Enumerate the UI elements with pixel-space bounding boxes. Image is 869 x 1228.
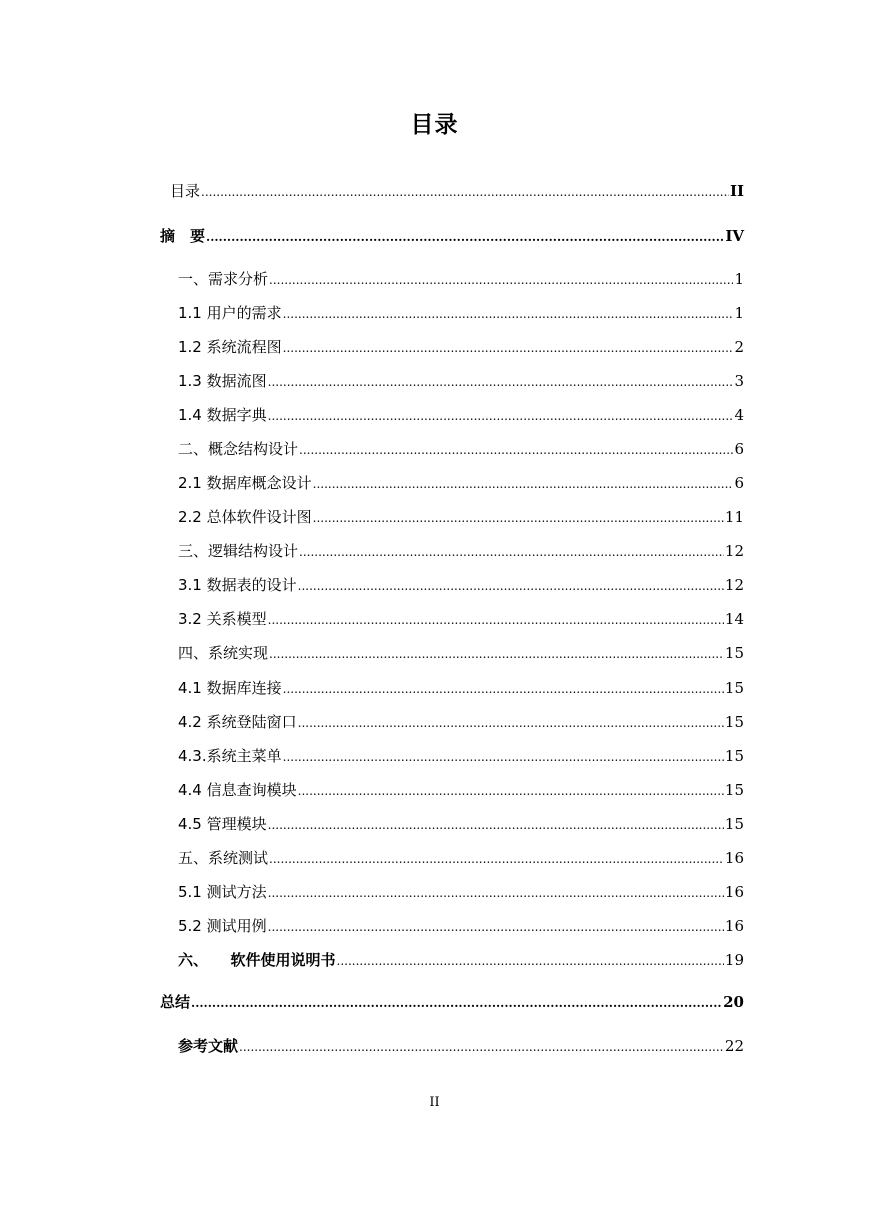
toc-entry-page: 4 [734, 406, 744, 424]
dot-leader [268, 886, 724, 900]
toc-entry-label: 1.1 用户的需求 [178, 304, 282, 322]
toc-entry-label: 2.2 总体软件设计图 [178, 508, 312, 526]
toc-entry-page: 15 [724, 747, 744, 765]
toc-entry[interactable] [160, 991, 744, 1012]
toc-entry-page: 12 [724, 542, 744, 560]
toc-entry-label: 1.3 数据流图 [178, 372, 267, 390]
toc-entry[interactable] [178, 302, 744, 323]
toc-entry-label: 4.2 系统登陆窗口 [178, 713, 297, 731]
toc-entry-label: 5.2 测试用例 [178, 917, 267, 935]
toc-entry-page: 16 [724, 883, 744, 901]
toc-entry-page: IV [725, 227, 744, 245]
toc-entry-label: 目录 [170, 182, 201, 200]
toc-entry-page: 15 [724, 644, 744, 662]
toc-entry-page: 15 [724, 713, 744, 731]
toc-entry-label: 4.5 管理模块 [178, 815, 267, 833]
toc-entry-page: 15 [724, 781, 744, 799]
toc-entry[interactable] [178, 915, 744, 936]
toc-entry[interactable] [178, 404, 744, 425]
dot-leader [283, 750, 724, 764]
toc-entry-page: 6 [734, 474, 744, 492]
dot-leader [239, 1040, 724, 1054]
toc-entry[interactable] [178, 745, 744, 766]
toc-entry[interactable] [178, 881, 744, 902]
dot-leader [268, 920, 724, 934]
toc-entry-label: 五、系统测试 [178, 849, 269, 867]
toc-entry-label: 4.4 信息查询模块 [178, 781, 297, 799]
toc-entry[interactable] [178, 608, 744, 629]
toc-entry[interactable] [178, 642, 744, 663]
toc-entry[interactable] [178, 847, 744, 868]
toc-entry-label: 5.1 测试方法 [178, 883, 267, 901]
toc-entry-label: 二、概念结构设计 [178, 440, 299, 458]
dot-leader [269, 852, 724, 866]
toc-entry-label: 3.1 数据表的设计 [178, 576, 297, 594]
toc-entry-page: 15 [724, 679, 744, 697]
dot-leader [283, 682, 724, 696]
dot-leader [268, 613, 724, 627]
toc-entry[interactable] [170, 180, 744, 201]
toc-entry-label: 四、系统实现 [178, 644, 269, 662]
toc-entry-page: 14 [724, 610, 744, 628]
dot-leader [191, 996, 722, 1010]
toc-entry[interactable] [178, 472, 744, 493]
toc-entry-page: 3 [734, 372, 744, 390]
toc-entry-label: 参考文献 [178, 1037, 239, 1055]
toc-entry[interactable] [178, 336, 744, 357]
dot-leader [268, 818, 724, 832]
toc-entry[interactable] [178, 438, 744, 459]
dot-leader [269, 273, 733, 287]
dot-leader [283, 307, 734, 321]
toc-entry-page: 1 [734, 304, 744, 322]
toc-entry-label: 一、需求分析 [178, 270, 269, 288]
page-title: 目录 [410, 112, 459, 138]
toc-entry-label: 摘 要 [160, 227, 206, 245]
toc-entry-page: 1 [734, 270, 744, 288]
toc-entry-label: 1.2 系统流程图 [178, 338, 282, 356]
toc-entry-page: 11 [724, 508, 744, 526]
page-number-footer: II [429, 1095, 440, 1110]
toc-entry[interactable] [178, 574, 744, 595]
toc-entry[interactable] [178, 1035, 744, 1056]
toc-entry-page: 16 [724, 849, 744, 867]
dot-leader [298, 784, 724, 798]
dot-leader [299, 545, 724, 559]
dot-leader [269, 647, 724, 661]
toc-entry[interactable] [178, 540, 744, 561]
dot-leader [313, 511, 724, 525]
toc-entry-page: 6 [734, 440, 744, 458]
dot-leader [268, 375, 734, 389]
toc-entry[interactable] [178, 506, 744, 527]
toc-entry[interactable] [178, 813, 744, 834]
toc-entry-label: 2.1 数据库概念设计 [178, 474, 312, 492]
dot-leader [313, 477, 734, 491]
dot-leader [298, 579, 724, 593]
toc-entry-page: 12 [724, 576, 744, 594]
dot-leader [206, 230, 724, 244]
dot-leader [268, 409, 734, 423]
toc-entry-page: 15 [724, 815, 744, 833]
dot-leader [337, 954, 724, 968]
toc-entry[interactable] [178, 779, 744, 800]
toc-entry[interactable] [178, 949, 744, 970]
toc-entry-page: II [729, 182, 744, 200]
toc-entry-label: 3.2 关系模型 [178, 610, 267, 628]
toc-entry-label: 4.3.系统主菜单 [178, 747, 282, 765]
toc-entry-page: 2 [734, 338, 744, 356]
toc-entry[interactable] [160, 225, 744, 246]
toc-entry-label: 1.4 数据字典 [178, 406, 267, 424]
dot-leader [201, 185, 729, 199]
toc-entry[interactable] [178, 711, 744, 732]
toc-entry-page: 19 [724, 951, 744, 969]
toc-entry-page: 22 [724, 1037, 744, 1055]
dot-leader [283, 341, 734, 355]
toc-entry[interactable] [178, 677, 744, 698]
toc-entry-label: 六、 软件使用说明书 [178, 951, 336, 969]
dot-leader [298, 716, 724, 730]
toc-entry-page: 16 [724, 917, 744, 935]
toc-entry-label: 总结 [160, 993, 191, 1011]
toc-entry-label: 三、逻辑结构设计 [178, 542, 299, 560]
toc-entry[interactable] [178, 268, 744, 289]
dot-leader [299, 443, 733, 457]
toc-entry-page: 20 [723, 993, 744, 1011]
toc-entry[interactable] [178, 370, 744, 391]
toc-entry-label: 4.1 数据库连接 [178, 679, 282, 697]
